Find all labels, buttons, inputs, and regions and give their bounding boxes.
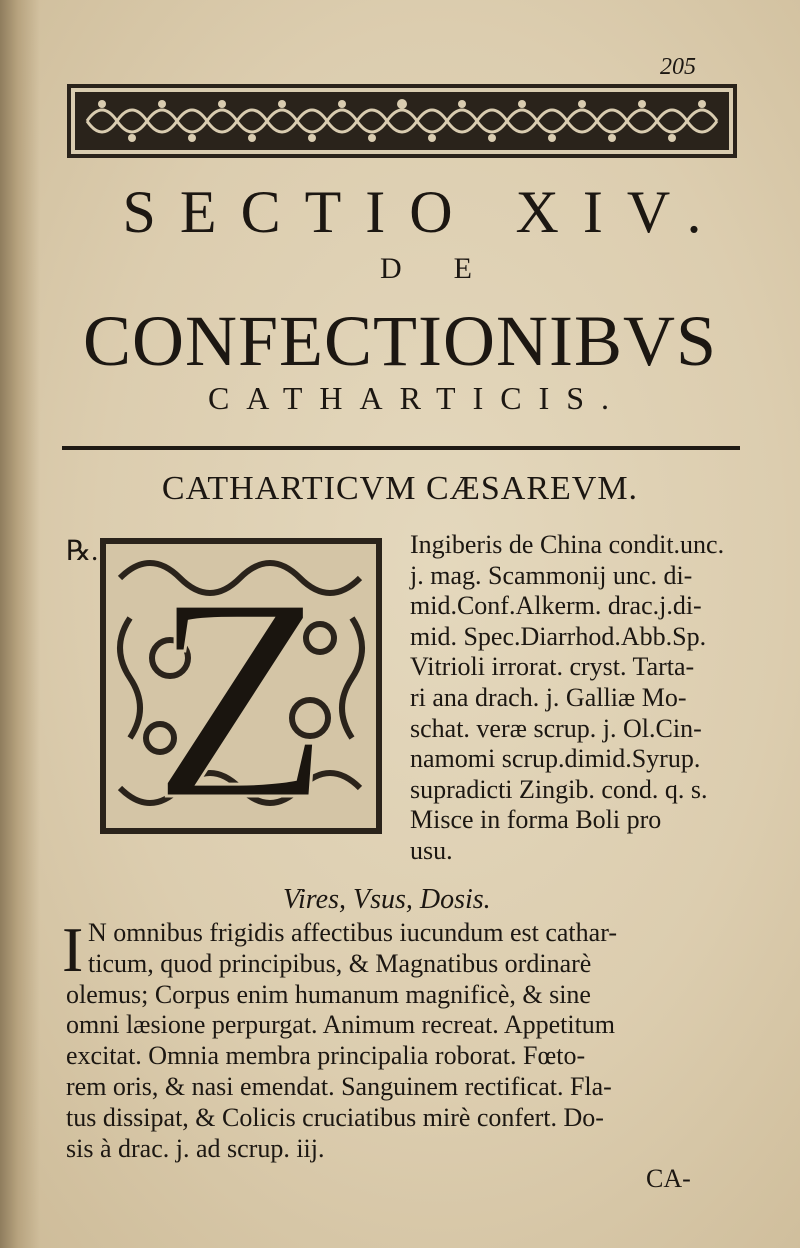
body-line: sis à drac. j. ad scrup. iij. [66, 1133, 325, 1163]
recipe-symbol: ℞. [66, 536, 99, 567]
heading-confectionibus: CONFECTIONIBVS [82, 301, 718, 381]
decorated-initial-z [100, 538, 382, 834]
recipe-line: Misce in forma Boli pro [410, 805, 662, 835]
horizontal-rule [62, 446, 740, 450]
recipe-line: supradicti Zingib. cond. q. s. [410, 774, 708, 804]
catchword: CA- [646, 1164, 691, 1193]
recipe-line: usu. [410, 835, 453, 865]
page-number: 205 [660, 54, 696, 80]
heading-catharticis: CATHARTICIS. [207, 380, 627, 416]
recipe-line: namomi scrup.dimid.Syrup. [410, 744, 701, 774]
vires-usus-dosis-heading: Vires, Vsus, Dosis. [283, 884, 491, 915]
recipe-line: ri ana drach. j. Galliæ Mo- [410, 682, 687, 712]
body-line: olemus; Corpus enim humanum magnificè, & sine [66, 979, 591, 1009]
body-line: excitat. Omnia membra principalia roborat. Fœto- [66, 1041, 586, 1071]
recipe-line: j. mag. Scammonij unc. di- [410, 560, 693, 590]
body-line: omni læsione perpurgat. Animum recreat. Appetitum [66, 1010, 616, 1040]
body-line: N omnibus frigidis affectibus iucundum est cathar- [88, 918, 617, 947]
heading-de: DE [380, 252, 524, 285]
body-line: tus dissipat, & Colicis cruciatibus mirè confert. Do- [66, 1102, 604, 1132]
section-heading: SECTIO XIV. [122, 179, 726, 245]
recipe-line: mid. Spec.Diarrhod.Abb.Sp. [410, 621, 707, 651]
ornamental-headpiece [67, 84, 737, 158]
body-paragraph [66, 918, 770, 1164]
drop-cap-letter: I [62, 914, 84, 985]
recipe-line: mid.Conf.Alkerm. drac.j.di- [410, 591, 702, 621]
body-line: ticum, quod principibus, & Magnatibus ordinarè [88, 948, 592, 978]
recipe-line: Vitrioli irrorat. cryst. Tarta- [410, 652, 695, 682]
recipe-line: Ingiberis de China condit.unc. [410, 530, 725, 559]
recipe-title: CATHARTICVM CÆSAREVM. [161, 470, 639, 507]
body-line: rem oris, & nasi emendat. Sanguinem rectificat. Fla- [66, 1071, 612, 1101]
recipe-text [410, 530, 770, 867]
recipe-line: schat. veræ scrup. j. Ol.Cin- [410, 713, 702, 743]
initial-letter-text: Z [152, 538, 330, 834]
